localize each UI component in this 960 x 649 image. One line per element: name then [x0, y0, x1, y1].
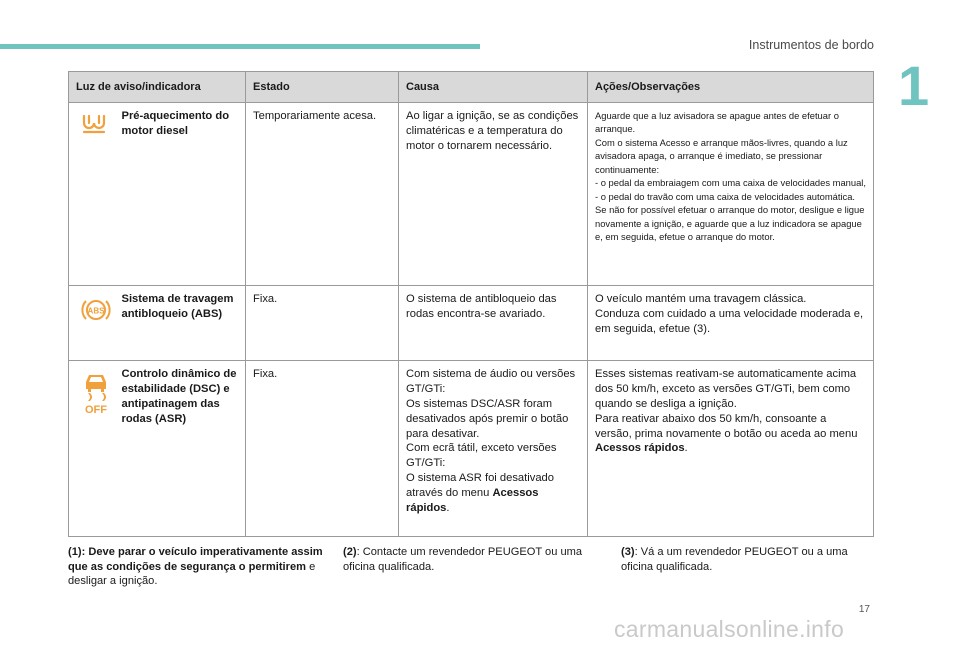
footnote-3 [621, 545, 871, 574]
dsc-off-icon-label: OFF [85, 404, 107, 415]
cause-line: Com ecrã tátil, exceto versões GT/GTi: [406, 442, 557, 470]
menu-name: Acessos rápidos [406, 487, 539, 515]
column-header-state: Estado [246, 72, 399, 103]
icon-cell [69, 286, 118, 361]
light-state: Temporariamente acesa. [246, 103, 399, 286]
actions-paragraph: Se não for possível efetuar o arranque do motor, desligue e ligue novamente a ignição, e aguarde que a luz indicadora se apague e, em seguida, efetue o arranque do motor. [595, 204, 865, 242]
column-header-light: Luz de aviso/indicadora [69, 72, 246, 103]
actions-paragraph: Com o sistema Acesso e arranque mãos-livres, quando a luz avisadora apaga, o arranque é imediato, se pressionar continuamente: [595, 136, 848, 175]
abs-icon [81, 296, 111, 324]
footnote-bold-text: : Deve parar o veículo imperativamente assim que as condições de segurança o permitirem [68, 546, 323, 573]
actions-list-item: - o pedal do travão com uma caixa de velocidades automática. [595, 190, 856, 202]
light-state: Fixa. [246, 361, 399, 537]
light-name: Sistema de travagem antibloqueio (ABS) [117, 286, 245, 361]
actions-text: Para reativar abaixo dos 50 km/h, consoante a versão, prima novamente o botão ou aceda ao menu [595, 412, 858, 440]
icon-cell [69, 361, 118, 537]
dsc-off-icon [81, 371, 111, 415]
footnote-ref: (1) [68, 546, 82, 558]
footnote-text: e desligar a ignição. [68, 560, 316, 588]
cause-line: Com sistema de áudio ou versões GT/GTi: [406, 368, 576, 395]
column-header-cause: Causa [399, 72, 588, 103]
actions-paragraph: Esses sistemas reativam-se automaticamente acima dos 50 km/h, exceto as versões GT/GTi, bem como quando se desliga a ignição. [595, 368, 857, 410]
light-cause: O sistema de antibloqueio das rodas encontra-se avariado. [399, 286, 588, 361]
warning-lights-table [68, 71, 874, 537]
footnote-ref: (3) [621, 546, 635, 558]
actions-paragraph: Aguarde que a luz avisadora se apague antes de efetuar o arranque. [595, 110, 839, 135]
footnote-1 [68, 545, 328, 589]
actions-paragraph: Conduza com cuidado a uma velocidade moderada e, em seguida, efetue (3). [595, 307, 864, 335]
page-number: 17 [858, 604, 870, 615]
actions-text-end: . [684, 442, 688, 455]
light-name: Controlo dinâmico de estabilidade (DSC) e antipatinagem das rodas (ASR) [117, 361, 245, 537]
watermark: carmanualsonline.info [614, 616, 845, 642]
section-title: Instrumentos de bordo [748, 38, 874, 52]
table-row [69, 286, 874, 361]
light-actions [588, 103, 874, 286]
light-actions [588, 286, 874, 361]
footnote-text: : Contacte um revendedor PEUGEOT ou uma oficina qualificada. [343, 546, 583, 573]
chapter-number: 1 [898, 54, 930, 117]
cause-line [406, 471, 580, 516]
actions-list-item: - o pedal da embraiagem com uma caixa de velocidades manual, [595, 177, 866, 189]
light-state: Fixa. [246, 286, 399, 361]
footnote-text: : Vá a um revendedor PEUGEOT ou a uma oficina qualificada. [621, 546, 848, 573]
cause-line: Os sistemas DSC/ASR foram desativados após premir o botão para desativar. [406, 397, 569, 440]
actions-paragraph: O veículo mantém uma travagem clássica. [595, 293, 807, 305]
actions-paragraph [595, 412, 866, 457]
light-actions [588, 361, 874, 537]
light-cause [399, 361, 588, 537]
menu-name: Acessos rápidos [595, 442, 685, 455]
table-row [69, 361, 874, 537]
table-row [69, 103, 874, 286]
header-accent-bar [0, 44, 480, 49]
cause-text: O sistema ASR foi desativado através do menu [406, 472, 554, 500]
icon-cell [69, 103, 118, 286]
table-header-row [69, 72, 874, 103]
light-name: Pré-aquecimento do motor diesel [117, 103, 245, 286]
column-header-actions: Ações/Observações [588, 72, 874, 103]
light-cause: Ao ligar a ignição, se as condições climatéricas e a temperatura do motor o tornarem necessário. [399, 103, 588, 286]
footnote-ref: (2) [343, 546, 357, 558]
abs-icon-label: ABS [87, 306, 105, 316]
preheating-coil-icon [81, 113, 107, 135]
cause-text-end: . [446, 502, 450, 515]
footnote-2 [343, 545, 593, 574]
